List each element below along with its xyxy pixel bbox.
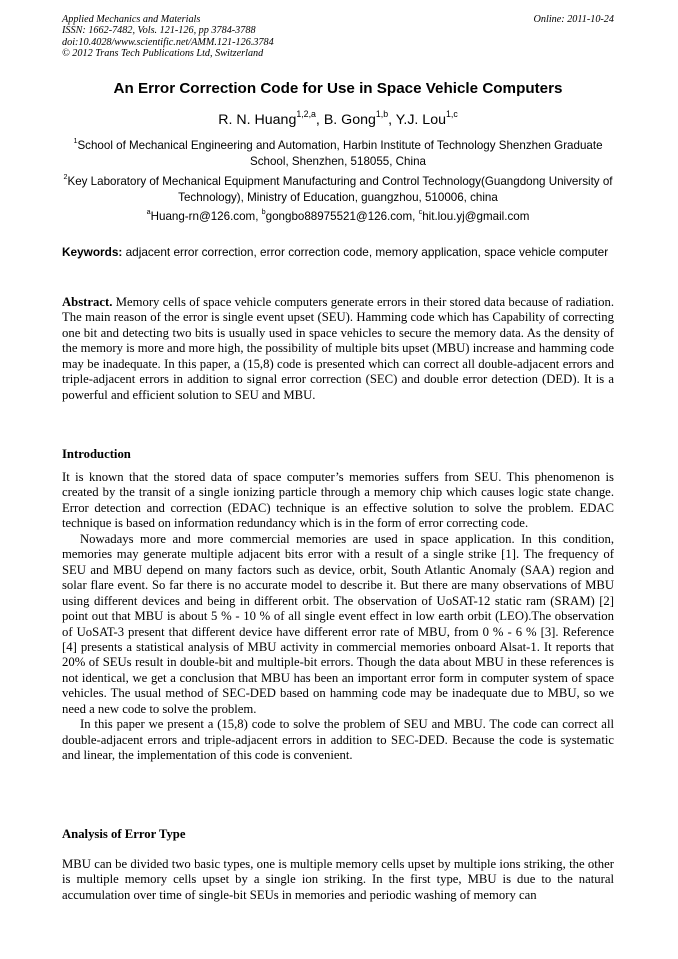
author: R. N. Huang$^{1,2,a}$,: [218, 109, 324, 128]
affiliation-1: $^1$School of Mechanical Engineering and Automation, Harbin Institute of Technology Shenzhen Graduate School, Shenzhen, 518055, China: [73, 136, 603, 168]
email-link[interactable]: Huang-rn@126.com: [150, 210, 256, 223]
author-emails: $^a$Huang-rn@126.com, $^b$gongbo88975521@126.com, $^c$hit.lou.yj@gmail.com: [146, 207, 530, 223]
section-heading-introduction: Introduction: [62, 447, 131, 461]
section-heading-analysis: Analysis of Error Type: [62, 827, 186, 841]
abstract: [62, 295, 614, 403]
paper-title: An Error Correction Code for Use in Space Vehicle Computers: [113, 80, 563, 97]
affiliation-2: $^2$Key Laboratory of Mechanical Equipment Manufacturing and Control Technology(Guangdong University of Technology), Ministry of Education, guangzhou, 510006, china: [63, 172, 613, 204]
paragraph: It is known that the stored data of space computer’s memories suffers from SEU. This phenomenon is created by the transit of a single ionizing particle through a memory chip which causes logic state change. Error detection and correction (EDAC) technique is an effective solution to solve the problem. EDAC technique is based on information redundancy which is in the form of error correcting code.: [62, 470, 614, 531]
author: B. Gong$^{1,b}$,: [323, 109, 396, 128]
author-list: [62, 111, 614, 129]
keywords-label: Keywords:: [62, 245, 123, 259]
keywords-text: adjacent error correction, error correction code, memory application, space vehicle computer: [125, 245, 609, 259]
keywords: [62, 245, 614, 261]
paragraph: Nowadays more and more commercial memories are used in space application. In this condition, memories may generate multiple adjacent bits error with a result of a single strike [1]. The frequency of SEU and MBU depend on many factors such as device, orbit, South Atlantic Anomaly (SAA) region and solar flare event. So far there is no accurate model to describe it. But there are many observations of MBU using different devices and being in different orbit. The observation of UoSAT-12 static ram (SRAM) [2] point out that MBU is about 5 % - 10 % of all single event effect in low earth orbit (LEO).The observation of UoSAT-3 present that different device have different error rate of MBU, from 0 % - 6 % [3]. Reference [4] presents a statistical analysis of MBU activity in commercial memories onboard Alsat-1. It reports that 20% of SEUs result in double-bit and multiple-bit errors. Though the data about MBU in these references is not identical, we get a conclusion that MBU has been an important error form in computer system of space vehicles. The usual method of SEC-DED based on hamming code may be inadequate due to MBU, so we need a new code to solve the problem.: [62, 531, 614, 716]
introduction-body: [62, 470, 614, 764]
journal-header: [62, 14, 614, 60]
copyright-line: © 2012 Trans Tech Publications Ltd, Switzerland: [62, 48, 264, 60]
abstract-text: Memory cells of space vehicle computers generate errors in their stored data because of radiation. The main reason of the error is single event upset (SEU). Hamming code which has Capability of correcting one bit and detecting two bits is usually used in space vehicles to secure the memory data. As the density of the memory is more and more high, the possibility of multiple bits upset (MBU) increase and hamming code may be inadequate. In this paper, a (15,8) code is presented which can correct all double-adjacent errors and triple-adjacent errors in addition to signal error correction (SEC) and double error detection (DED). It is a powerful and efficient solution to SEU and MBU.: [62, 295, 614, 402]
paragraph: MBU can be divided two basic types, one is multiple memory cells upset by multiple ions striking, the other is multiple memory cells upset by a single ion striking. In the first type, MBU is due to the natural accumulation over time of single-bit SEUs in memories and periodic washing of memory can: [62, 857, 614, 902]
issn-line: ISSN: 1662-7482, Vols. 121-126, pp 3784-3788: [62, 25, 256, 37]
analysis-body: [62, 857, 614, 903]
online-date: Online: 2011-10-24: [533, 14, 614, 25]
journal-name: Applied Mechanics and Materials: [62, 14, 201, 25]
doi-line: doi:10.4028/www.scientific.net/AMM.121-126.3784: [62, 36, 274, 48]
author: Y.J. Lou$^{1,c}$: [395, 109, 458, 128]
email-link[interactable]: gongbo88975521@126.com: [265, 210, 413, 223]
email-link[interactable]: hit.lou.yj@gmail.com: [422, 210, 530, 223]
paragraph: In this paper we present a (15,8) code to solve the problem of SEU and MBU. The code can correct all double-adjacent errors and triple-adjacent errors in addition to SEC-DED. Because the code is systematic and linear, the implementation of this code is convenient.: [62, 717, 614, 763]
abstract-label: Abstract.: [62, 295, 113, 309]
